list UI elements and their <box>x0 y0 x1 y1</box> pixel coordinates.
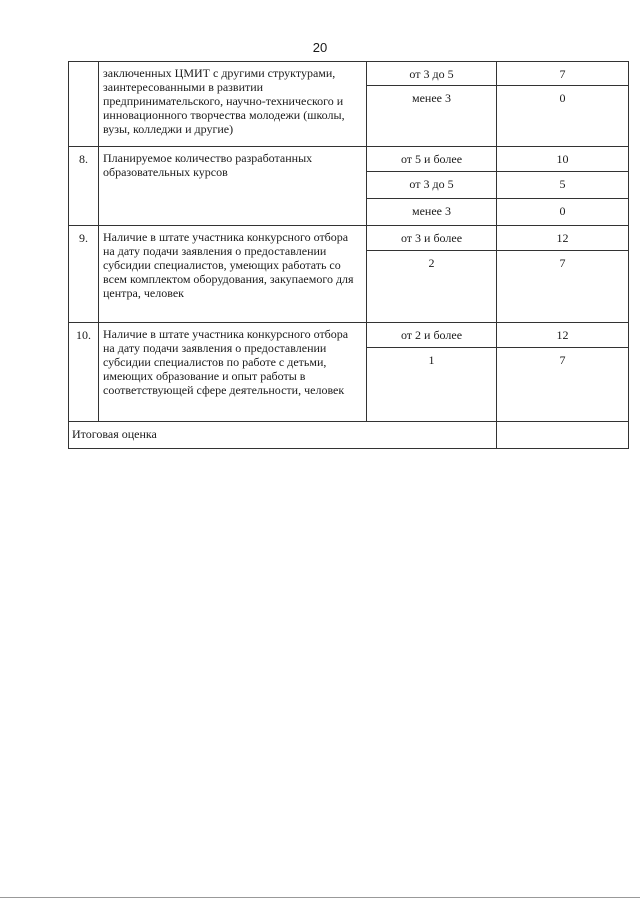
criterion-text: заключенных ЦМИТ с другими структурами, заинтересованными в развитии предпринимательского, научно-технического и инновационного творчества молодежи (школы, вузы, колледжи и другие) <box>99 62 367 147</box>
condition-cell: от 5 и более <box>367 147 497 172</box>
table-row <box>69 147 629 172</box>
points-cell: 12 <box>497 226 629 251</box>
points-cell: 7 <box>497 348 629 422</box>
points-cell: 10 <box>497 147 629 172</box>
row-number: 10. <box>69 323 99 422</box>
criterion-text: Наличие в штате участника конкурсного отбора на дату подачи заявления о предоставлении субсидии специалистов по работе с детьми, имеющих образование и опыт работы в соответствующей сфере деятельности, человек <box>99 323 367 422</box>
points-cell: 7 <box>497 62 629 86</box>
total-label: Итоговая оценка <box>69 422 497 449</box>
points-cell: 7 <box>497 251 629 323</box>
condition-cell: от 2 и более <box>367 323 497 348</box>
criterion-text: Наличие в штате участника конкурсного отбора на дату подачи заявления о предоставлении субсидии специалистов, умеющих работать со всем комплектом оборудования, закупаемого для центра, человек <box>99 226 367 323</box>
condition-cell: менее 3 <box>367 86 497 147</box>
table-row <box>69 323 629 348</box>
total-value <box>497 422 629 449</box>
condition-cell: 1 <box>367 348 497 422</box>
condition-cell: 2 <box>367 251 497 323</box>
points-cell: 5 <box>497 172 629 199</box>
page-number: 20 <box>312 40 328 55</box>
row-number <box>69 62 99 147</box>
condition-cell: от 3 до 5 <box>367 62 497 86</box>
criterion-text: Планируемое количество разработанных образовательных курсов <box>99 147 367 226</box>
footer-divider <box>0 897 640 898</box>
condition-cell: от 3 и более <box>367 226 497 251</box>
row-number: 9. <box>69 226 99 323</box>
condition-cell: менее 3 <box>367 199 497 226</box>
table-row <box>69 62 629 86</box>
points-cell: 0 <box>497 199 629 226</box>
row-number: 8. <box>69 147 99 226</box>
condition-cell: от 3 до 5 <box>367 172 497 199</box>
total-row <box>69 422 629 449</box>
criteria-table <box>68 61 629 449</box>
points-cell: 0 <box>497 86 629 147</box>
table-row <box>69 226 629 251</box>
points-cell: 12 <box>497 323 629 348</box>
